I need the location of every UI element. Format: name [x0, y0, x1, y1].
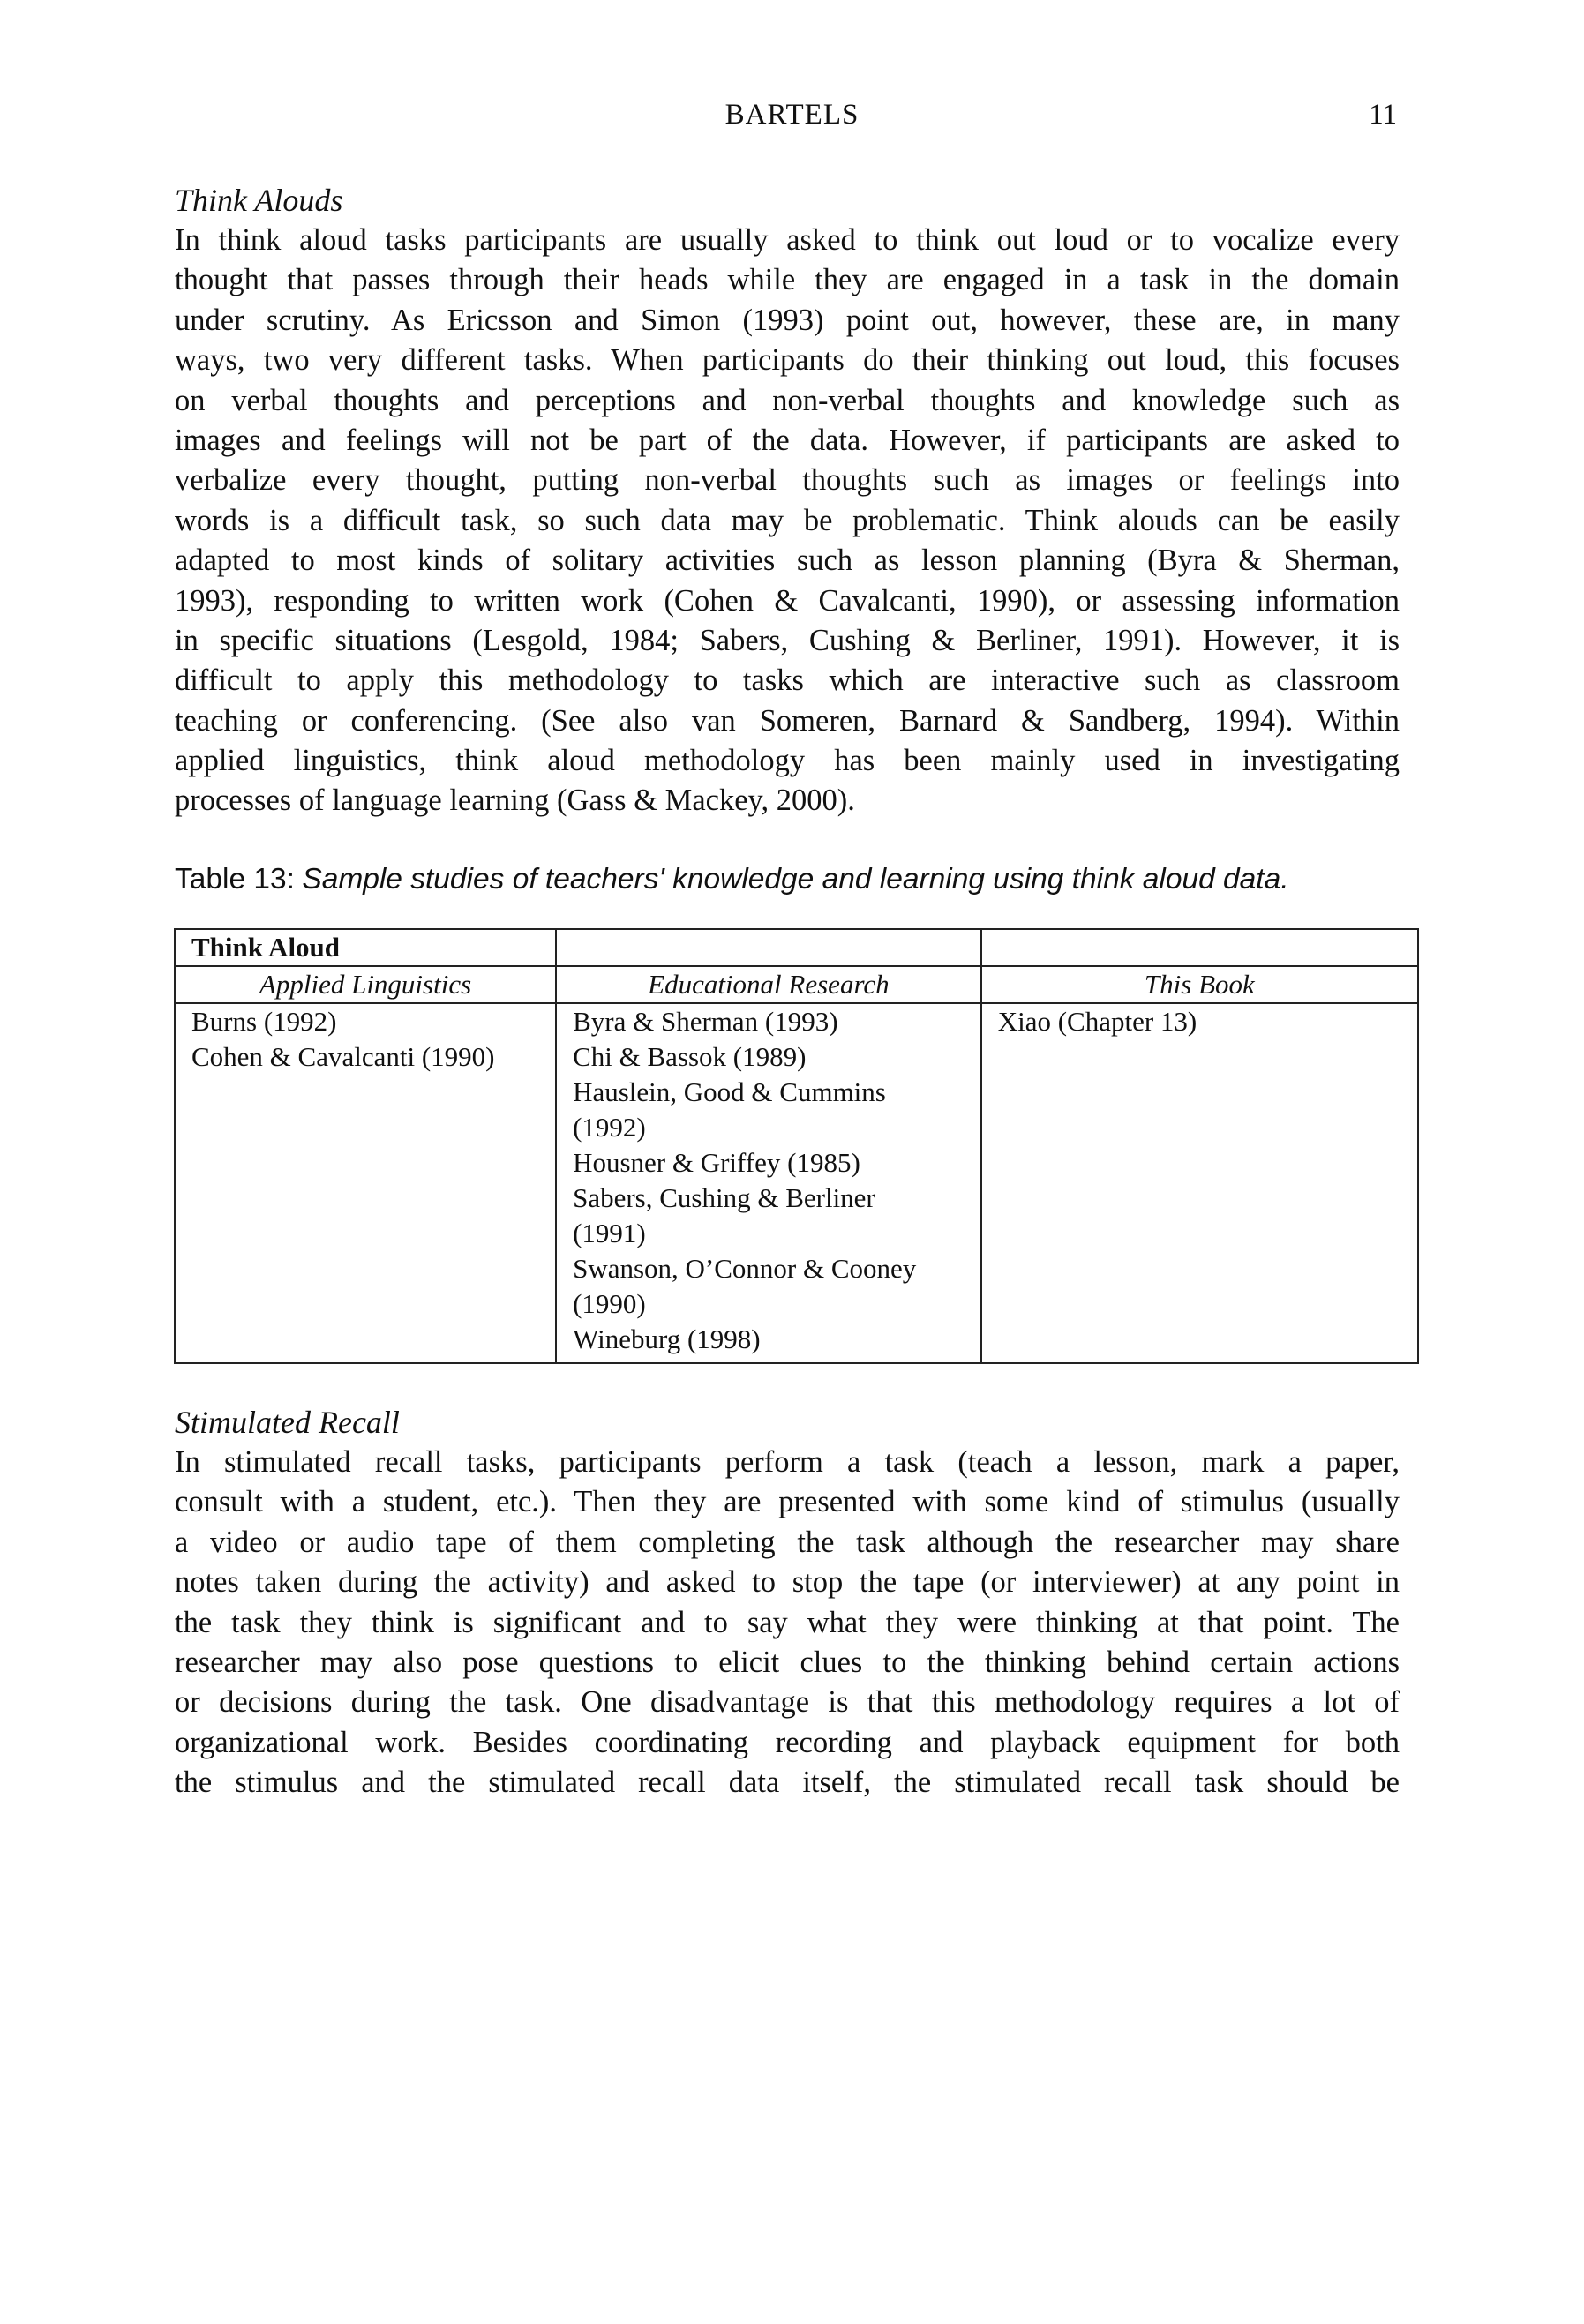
section-heading: Stimulated Recall — [175, 1405, 400, 1440]
running-head — [0, 99, 1584, 138]
section-heading: Think Alouds — [175, 183, 343, 218]
paragraph-line: in specific situations (Lesgold, 1984; Sabers, Cushing & Berliner, 1991). However, it is — [175, 623, 1400, 657]
citation: Xiao (Chapter 13) — [997, 1006, 1197, 1037]
paragraph-line: thought that passes through their heads while they are engaged in a task in the domain — [175, 263, 1400, 297]
paragraph-line: teaching or conferencing. (See also van Someren, Barnard & Sandberg, 1994). Within — [175, 703, 1400, 738]
paragraph-line: processes of language learning (Gass & Mackey, 2000). — [175, 783, 855, 818]
running-title: BARTELS — [724, 99, 860, 131]
citation: Hauslein, Good & Cummins — [573, 1076, 886, 1107]
paragraph-line: images and feelings will not be part of the data. However, if participants are asked to — [175, 423, 1400, 457]
paragraph-line: verbalize every thought, putting non-verbal thoughts such as images or feelings into — [175, 463, 1400, 498]
citation: Housner & Griffey (1985) — [573, 1147, 860, 1178]
studies-table — [174, 928, 1419, 1364]
paragraph-line: adapted to most kinds of solitary activities such as lesson planning (Byra & Sherman, — [175, 544, 1400, 578]
paragraph-line: notes taken during the activity) and asked to stop the tape (or interviewer) at any point in — [175, 1565, 1400, 1600]
table-caption-label: Table 13: — [175, 863, 295, 896]
citation: Wineburg (1998) — [573, 1323, 761, 1354]
citation: Byra & Sherman (1993) — [573, 1006, 838, 1037]
citation: (1992) — [573, 1112, 646, 1143]
empty-header-cell — [556, 929, 981, 966]
paragraph-line: the task they think is significant and to say what they were thinking at that point. The — [175, 1605, 1400, 1639]
citation: Swanson, O’Connor & Cooney — [573, 1253, 917, 1284]
body-paragraph — [175, 1443, 1400, 1803]
citation: Burns (1992) — [191, 1006, 337, 1037]
table-title-row — [175, 929, 1418, 966]
column-header: Educational Research — [556, 966, 981, 1003]
paragraph-line: words is a difficult task, so such data may be problematic. Think alouds can be easily — [175, 503, 1400, 537]
paragraph-line: organizational work. Besides coordinating recording and playback equipment for both — [175, 1725, 1400, 1759]
table-cell-this-book — [981, 1003, 1418, 1363]
paragraph-line: on verbal thoughts and perceptions and non-verbal thoughts and knowledge such as — [175, 383, 1400, 417]
paragraph-line: consult with a student, etc.). Then they are presented with some kind of stimulus (usually — [175, 1485, 1400, 1519]
paragraph-line: under scrutiny. As Ericsson and Simon (1993) point out, however, these are, in many — [175, 303, 1400, 337]
citation: Chi & Bassok (1989) — [573, 1041, 807, 1072]
table-cell-applied-linguistics — [175, 1003, 556, 1363]
table-row — [175, 1003, 1418, 1363]
paragraph-line: researcher may also pose questions to elicit clues to the thinking behind certain actions — [175, 1645, 1400, 1679]
column-header: This Book — [981, 966, 1418, 1003]
table-cell-educational-research — [556, 1003, 981, 1363]
paragraph-line: or decisions during the task. One disadvantage is that this methodology requires a lot of — [175, 1685, 1400, 1720]
paragraph-line: In stimulated recall tasks, participants perform a task (teach a lesson, mark a paper, — [175, 1445, 1400, 1479]
section-think-alouds — [175, 181, 1400, 821]
paragraph-line: applied linguistics, think aloud methodology has been mainly used in investigating — [175, 744, 1400, 778]
paragraph-line: a video or audio tape of them completing the task although the researcher may share — [175, 1525, 1400, 1559]
paragraph-line: 1993), responding to written work (Cohen & Cavalcanti, 1990), or assessing information — [175, 583, 1400, 618]
paragraph-line: In think aloud tasks participants are usually asked to think out loud or to vocalize every — [175, 223, 1400, 257]
body-paragraph — [175, 221, 1400, 821]
paragraph-line: difficult to apply this methodology to tasks which are interactive such as classroom — [175, 663, 1400, 698]
citation: (1991) — [573, 1218, 646, 1248]
citation: (1990) — [573, 1288, 646, 1319]
empty-header-cell — [981, 929, 1418, 966]
citation: Sabers, Cushing & Berliner — [573, 1182, 875, 1213]
citation: Cohen & Cavalcanti (1990) — [191, 1041, 495, 1072]
table-caption-text: Sample studies of teachers' knowledge and learning using think aloud data. — [302, 863, 1289, 896]
page-number: 11 — [1369, 99, 1397, 131]
paragraph-line: ways, two very different tasks. When participants do their thinking out loud, this focuses — [175, 343, 1400, 378]
section-stimulated-recall — [175, 1403, 1400, 1803]
column-header: Applied Linguistics — [175, 966, 556, 1003]
table-title-cell: Think Aloud — [175, 929, 556, 966]
table-caption — [175, 863, 1289, 896]
table-header-row — [175, 966, 1418, 1003]
paragraph-line: the stimulus and the stimulated recall data itself, the stimulated recall task should be — [175, 1765, 1400, 1800]
